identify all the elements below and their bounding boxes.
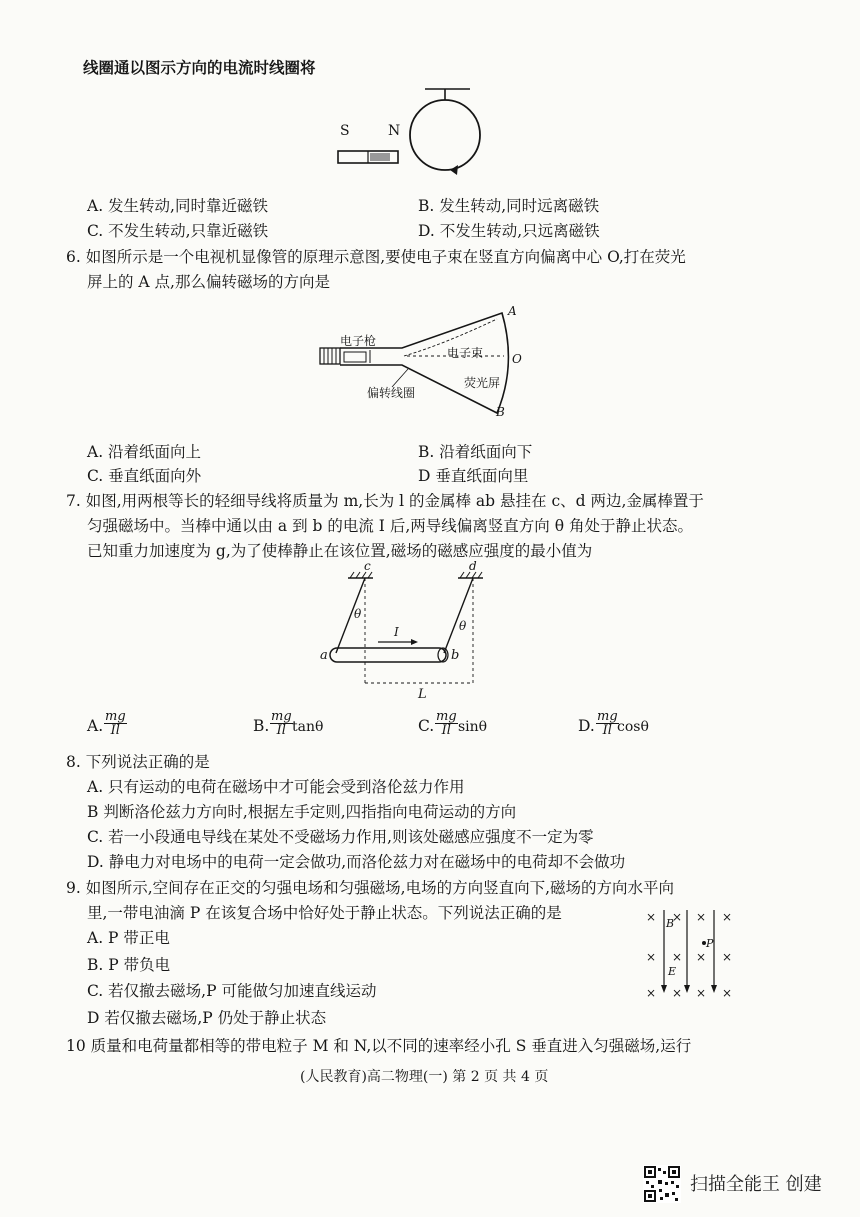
q5-n-label: N xyxy=(388,123,401,139)
q9-p-label: P xyxy=(706,937,714,950)
svg-text:×: × xyxy=(672,910,683,924)
q7-metal-rod-figure xyxy=(318,560,493,700)
q8-option-d: D. 静电力对电场中的电荷一定会做功,而洛伦兹力对在磁场中的电荷却不会做功 xyxy=(87,853,626,871)
q5-option-c: C. 不发生转动,只靠近磁铁 xyxy=(87,222,269,240)
q7-d-label: d xyxy=(469,559,477,573)
q5-current-arrow xyxy=(450,165,458,175)
q5-option-b: B. 发生转动,同时远离磁铁 xyxy=(418,197,600,215)
q9-e-label: E xyxy=(668,965,677,978)
q9-stem-line1: 9. 如图所示,空间存在正交的匀强电场和匀强磁场,电场的方向竖直向下,磁场的方向水平向 xyxy=(66,879,674,897)
svg-text:×: × xyxy=(646,986,657,1000)
q7-stem-line3: 已知重力加速度为 g,为了使棒静止在该位置,磁场的磁感应强度的最小值为 xyxy=(87,542,593,560)
page-footer: (人民教育)高二物理(一) 第 2 页 共 4 页 xyxy=(300,1069,549,1085)
scanner-watermark-text: 扫描全能王 创建 xyxy=(690,1174,822,1195)
q6-screen-label: 荧光屏 xyxy=(464,376,501,390)
svg-text:×: × xyxy=(722,910,733,924)
q6-o-label: O xyxy=(512,352,522,366)
q6-gun-label: 电子枪 xyxy=(340,334,377,348)
q7-c-label: c xyxy=(364,559,371,573)
q9-option-b: B. P 带负电 xyxy=(87,956,171,974)
q6-b-label: B xyxy=(496,405,505,419)
q9-b-label: B xyxy=(666,917,675,930)
svg-text:×: × xyxy=(696,950,707,964)
q7-option-a-fraction: $\frac{mg}{Il}$ xyxy=(105,709,126,738)
svg-text:×: × xyxy=(646,910,657,924)
q7-option-b-letter: B. xyxy=(253,717,270,735)
q7-wire-right xyxy=(444,578,473,653)
q9-stem-line2: 里,一带电油滴 P 在该复合场中恰好处于静止状态。下列说法正确的是 xyxy=(87,904,562,922)
q6-beam-label: 电子束 xyxy=(447,346,484,360)
q5-magnet-coil-figure xyxy=(330,85,480,195)
q7-option-d-fraction: $\frac{mg}{Il}$ xyxy=(597,709,618,738)
q7-option-a-letter: A. xyxy=(87,717,104,735)
q7-option-c-fn: sinθ xyxy=(458,719,488,735)
q7-option-b-fraction: $\frac{mg}{Il}$ xyxy=(271,709,292,738)
q8-option-a: A. 只有运动的电荷在磁场中才可能会受到洛伦兹力作用 xyxy=(87,778,465,796)
q7-option-d-fn: cosθ xyxy=(617,719,649,735)
q7-metal-rod xyxy=(330,648,446,662)
q7-option-b-fn: tanθ xyxy=(292,719,324,735)
q7-option-d-letter: D. xyxy=(578,717,595,735)
svg-text:×: × xyxy=(722,950,733,964)
q7-a-label: a xyxy=(320,648,328,663)
qr-code-icon xyxy=(643,1165,681,1203)
q10-stem-line1: 10 质量和电荷量都相等的带电粒子 M 和 N,以不同的速率经小孔 S 垂直进入匀强磁场,运行 xyxy=(66,1037,692,1055)
q7-stem-line2: 匀强磁场中。当棒中通以由 a 到 b 的电流 I 后,两导线偏离竖直方向 θ 角处于静止状态。 xyxy=(87,517,693,535)
q7-option-c-fraction: $\frac{mg}{Il}$ xyxy=(436,709,457,738)
svg-text:×: × xyxy=(722,986,733,1000)
svg-text:θ: θ xyxy=(354,607,362,621)
svg-text:×: × xyxy=(696,986,707,1000)
svg-text:×: × xyxy=(672,950,683,964)
q9-option-c: C. 若仅撤去磁场,P 可能做匀加速直线运动 xyxy=(87,982,377,1000)
svg-text:×: × xyxy=(672,986,683,1000)
svg-text:×: × xyxy=(646,950,657,964)
q5-option-d: D. 不发生转动,只远离磁铁 xyxy=(418,222,600,240)
q7-option-c-letter: C. xyxy=(418,717,435,735)
q8-option-c: C. 若一小段通电导线在某处不受磁场力作用,则该处磁感应强度不一定为零 xyxy=(87,828,594,846)
q6-option-c: C. 垂直纸面向外 xyxy=(87,467,202,485)
q5-stem-tail: 线圈通以图示方向的电流时线圈将 xyxy=(83,58,316,77)
q5-coil xyxy=(410,100,480,170)
q9-option-d: D 若仅撤去磁场,P 仍处于静止状态 xyxy=(87,1009,327,1027)
q5-s-label: S xyxy=(340,123,350,139)
q9-option-a: A. P 带正电 xyxy=(87,929,170,947)
q5-option-a: A. 发生转动,同时靠近磁铁 xyxy=(87,197,268,215)
q8-option-b: B 判断洛伦兹力方向时,根据左手定则,四指指向电荷运动的方向 xyxy=(87,803,517,821)
svg-text:×: × xyxy=(696,910,707,924)
q6-a-label: A xyxy=(508,304,517,318)
q6-coil-label: 偏转线圈 xyxy=(367,386,416,400)
q6-option-b: B. 沿着纸面向下 xyxy=(418,443,533,461)
q6-stem-line1: 6. 如图所示是一个电视机显像管的原理示意图,要使电子束在竖直方向偏离中心 O,打在荧光 xyxy=(66,248,686,266)
svg-text:θ: θ xyxy=(459,619,467,633)
q9-field-figure xyxy=(644,905,739,1000)
q6-option-a: A. 沿着纸面向上 xyxy=(87,443,202,461)
q7-i-label: I xyxy=(394,625,399,639)
q7-stem-line1: 7. 如图,用两根等长的轻细导线将质量为 m,长为 l 的金属棒 ab 悬挂在 c、d 两边,金属棒置于 xyxy=(66,492,704,510)
q6-crt-figure xyxy=(312,305,527,420)
q8-stem: 8. 下列说法正确的是 xyxy=(66,753,210,771)
q7-l-label: L xyxy=(418,687,427,702)
q6-stem-line2: 屏上的 A 点,那么偏转磁场的方向是 xyxy=(87,273,330,291)
q7-b-label: b xyxy=(451,648,460,663)
q6-option-d: D 垂直纸面向里 xyxy=(418,467,529,485)
